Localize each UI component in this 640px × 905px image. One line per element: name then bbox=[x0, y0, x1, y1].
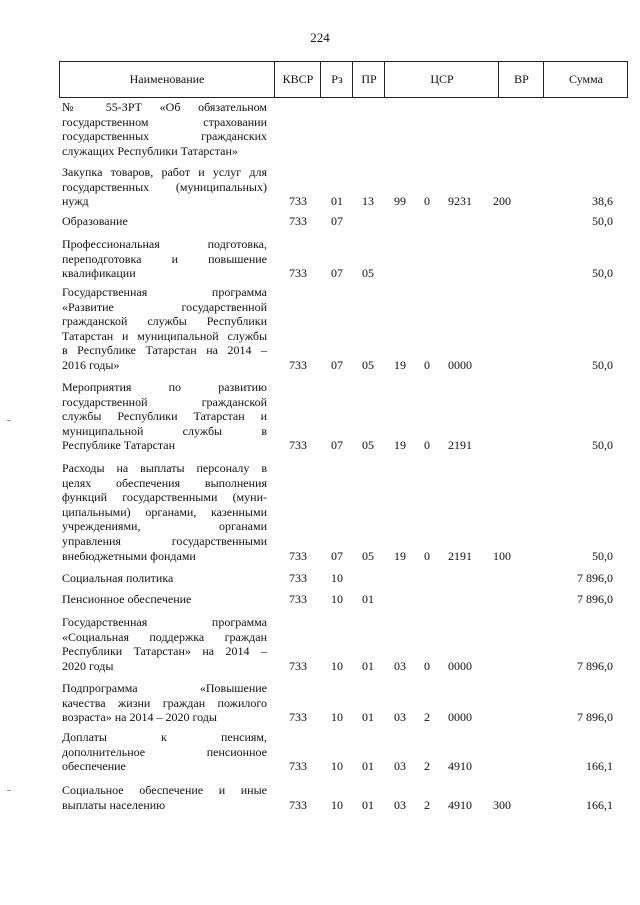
row-sum-cell: 166,1 bbox=[586, 759, 613, 774]
row-csr-p-cell: 03 bbox=[394, 658, 406, 673]
row-name-line: Государственная программа bbox=[62, 615, 267, 629]
row-sum-cell: 7 896,0 bbox=[577, 710, 613, 725]
row-name-line: Социальное обеспечение и иные bbox=[62, 783, 267, 797]
row-sum-cell: 50,0 bbox=[592, 358, 613, 372]
row-name-line: государственной гражданской bbox=[62, 394, 267, 409]
row-pr-cell: 01 bbox=[362, 797, 374, 812]
row-name-line: государственных гражданских bbox=[62, 129, 267, 144]
row-csr-s-cell: 0 bbox=[424, 438, 430, 453]
row-name bbox=[62, 214, 267, 229]
header-csr: ЦСР bbox=[384, 62, 499, 97]
row-csr-p-cell: 03 bbox=[394, 759, 406, 774]
row-pr-cell: 01 bbox=[362, 759, 374, 774]
row-kvsr-cell: 733 bbox=[289, 438, 307, 453]
row-csr-n-cell: 4910 bbox=[448, 797, 472, 812]
row-kvsr-cell: 733 bbox=[289, 214, 307, 228]
row-pr-cell: 05 bbox=[362, 266, 374, 281]
row-name-line: выплаты населению bbox=[62, 797, 166, 812]
row-csr-n-cell: 2191 bbox=[448, 548, 472, 563]
row-name-line: муниципальной службы в bbox=[62, 423, 267, 438]
row-name-line: переподготовка и повышение bbox=[62, 251, 267, 266]
row-csr-s-cell: 0 bbox=[424, 358, 430, 372]
row-name bbox=[62, 730, 267, 774]
row-name bbox=[62, 681, 267, 725]
row-rz-cell: 01 bbox=[331, 194, 343, 209]
row-name bbox=[62, 100, 267, 158]
row-pr-cell: 05 bbox=[362, 438, 374, 453]
row-name-line: Мероприятия по развитию bbox=[62, 380, 267, 394]
row-name-line: обеспечение bbox=[62, 759, 126, 774]
row-kvsr-cell: 733 bbox=[289, 194, 307, 209]
row-vr-cell: 200 bbox=[493, 194, 511, 209]
row-pr-cell: 05 bbox=[362, 548, 374, 563]
row-kvsr-cell: 733 bbox=[289, 266, 307, 281]
header-kvsr: КВСР bbox=[274, 62, 321, 97]
row-vr-cell: 300 bbox=[493, 797, 511, 812]
row-name bbox=[62, 165, 267, 209]
row-name-line: квалификации bbox=[62, 266, 136, 281]
row-name bbox=[62, 285, 267, 373]
row-rz-cell: 10 bbox=[331, 658, 343, 673]
row-name-line: возраста» на 2014 – 2020 годы bbox=[62, 710, 217, 725]
header-vr: ВР bbox=[498, 62, 544, 97]
row-name-line: служащих Республики Татарстан» bbox=[62, 143, 238, 158]
row-sum-cell: 38,6 bbox=[592, 194, 613, 209]
row-csr-p-cell: 19 bbox=[394, 548, 406, 563]
row-rz-cell: 07 bbox=[331, 214, 343, 228]
row-pr-cell: 05 bbox=[362, 358, 374, 372]
row-name-line: Закупка товаров, работ и услуг для bbox=[62, 165, 267, 179]
row-csr-p-cell: 03 bbox=[394, 710, 406, 725]
row-name-line: Расходы на выплаты персоналу в bbox=[62, 461, 267, 475]
row-name bbox=[62, 461, 267, 563]
row-name-line: Государственная программа bbox=[62, 285, 267, 299]
row-name-line: управления государственными bbox=[62, 533, 267, 548]
row-csr-s-cell: 2 bbox=[424, 797, 430, 812]
scan-margin-mark bbox=[7, 790, 11, 791]
row-rz-cell: 07 bbox=[331, 266, 343, 281]
scan-margin-mark bbox=[7, 420, 11, 421]
row-name-line: гражданской службы Республики bbox=[62, 314, 267, 329]
row-sum-cell: 50,0 bbox=[592, 548, 613, 563]
row-csr-s-cell: 0 bbox=[424, 658, 430, 673]
row-pr-cell: 01 bbox=[362, 710, 374, 725]
row-rz-cell: 10 bbox=[331, 571, 343, 585]
row-name bbox=[62, 380, 267, 453]
row-rz-cell: 10 bbox=[331, 592, 343, 606]
row-name-line: службы Республики Татарстан и bbox=[62, 409, 267, 424]
row-name bbox=[62, 592, 267, 607]
row-csr-n-cell: 0000 bbox=[448, 658, 472, 673]
row-name-line: Татарстан и муниципальной службы bbox=[62, 328, 267, 343]
row-csr-s-cell: 2 bbox=[424, 710, 430, 725]
row-kvsr-cell: 733 bbox=[289, 358, 307, 372]
row-name bbox=[62, 571, 267, 586]
row-pr-cell: 13 bbox=[362, 194, 374, 209]
row-pr-cell: 01 bbox=[362, 592, 374, 606]
row-sum-cell: 7 896,0 bbox=[577, 658, 613, 673]
row-name-line: Социальная политика bbox=[62, 571, 174, 585]
row-rz-cell: 10 bbox=[331, 710, 343, 725]
row-name-line: 2020 годы bbox=[62, 658, 114, 673]
row-kvsr-cell: 733 bbox=[289, 797, 307, 812]
row-csr-p-cell: 19 bbox=[394, 358, 406, 372]
row-name-line: № 55-ЗРТ «Об обязательном bbox=[62, 100, 267, 114]
row-name-line: Доплаты к пенсиям, bbox=[62, 730, 267, 744]
row-name-line: Подпрограмма «Повышение bbox=[62, 681, 267, 695]
row-name-line: государственном страховании bbox=[62, 114, 267, 129]
row-csr-s-cell: 0 bbox=[424, 548, 430, 563]
row-name-line: Республике Татарстан bbox=[62, 438, 176, 453]
row-name-line: Республики Татарстан» на 2014 – bbox=[62, 644, 267, 659]
row-name-line: «Развитие государственной bbox=[62, 299, 267, 314]
row-sum-cell: 7 896,0 bbox=[577, 592, 613, 606]
row-name-line: Образование bbox=[62, 214, 128, 228]
row-csr-n-cell: 0000 bbox=[448, 358, 472, 372]
row-csr-n-cell: 4910 bbox=[448, 759, 472, 774]
row-name bbox=[62, 615, 267, 673]
header-pr: ПР bbox=[352, 62, 385, 97]
table-header bbox=[59, 61, 628, 98]
row-name bbox=[62, 783, 267, 812]
row-rz-cell: 10 bbox=[331, 797, 343, 812]
row-csr-n-cell: 0000 bbox=[448, 710, 472, 725]
row-name-line: Пенсионное обеспечение bbox=[62, 592, 192, 606]
row-name bbox=[62, 237, 267, 281]
row-name-line: Профессиональная подготовка, bbox=[62, 237, 267, 251]
page-number: 224 bbox=[310, 30, 330, 45]
row-csr-p-cell: 99 bbox=[394, 194, 406, 209]
row-kvsr-cell: 733 bbox=[289, 759, 307, 774]
header-name: Наименование bbox=[129, 72, 205, 86]
row-name-line: качества жизни граждан пожилого bbox=[62, 695, 267, 710]
row-kvsr-cell: 733 bbox=[289, 548, 307, 563]
row-rz-cell: 10 bbox=[331, 759, 343, 774]
row-rz-cell: 07 bbox=[331, 438, 343, 453]
row-vr-cell: 100 bbox=[493, 548, 511, 563]
row-csr-n-cell: 2191 bbox=[448, 438, 472, 453]
row-name-line: в Республике Татарстан на 2014 – bbox=[62, 343, 267, 358]
row-sum-cell: 166,1 bbox=[586, 797, 613, 812]
row-name-line: ципальными) органами, казенными bbox=[62, 504, 267, 519]
row-rz-cell: 07 bbox=[331, 358, 343, 372]
row-name-line: 2016 годы» bbox=[62, 357, 120, 372]
header-rz: Рз bbox=[320, 62, 353, 97]
row-name-line: государственных (муниципальных) bbox=[62, 179, 267, 194]
row-csr-s-cell: 0 bbox=[424, 194, 430, 209]
row-csr-p-cell: 19 bbox=[394, 438, 406, 453]
row-name-line: функций государственными (муни- bbox=[62, 490, 267, 505]
row-name-line: дополнительное пенсионное bbox=[62, 744, 267, 759]
row-name-line: учреждениями, органами bbox=[62, 519, 267, 534]
row-name-line: целях обеспечения выполнения bbox=[62, 475, 267, 490]
row-csr-p-cell: 03 bbox=[394, 797, 406, 812]
row-name-line: «Социальная поддержка граждан bbox=[62, 629, 267, 644]
row-pr-cell: 01 bbox=[362, 658, 374, 673]
row-name-line: внебюджетными фондами bbox=[62, 548, 196, 563]
row-rz-cell: 07 bbox=[331, 548, 343, 563]
row-sum-cell: 50,0 bbox=[592, 214, 613, 228]
row-csr-n-cell: 9231 bbox=[448, 194, 472, 209]
row-sum-cell: 50,0 bbox=[592, 266, 613, 281]
row-name-line: нужд bbox=[62, 194, 89, 209]
header-sum: Сумма bbox=[543, 62, 628, 97]
row-kvsr-cell: 733 bbox=[289, 571, 307, 585]
row-kvsr-cell: 733 bbox=[289, 592, 307, 606]
row-kvsr-cell: 733 bbox=[289, 710, 307, 725]
row-sum-cell: 7 896,0 bbox=[577, 571, 613, 585]
row-kvsr-cell: 733 bbox=[289, 658, 307, 673]
row-sum-cell: 50,0 bbox=[592, 438, 613, 453]
row-csr-s-cell: 2 bbox=[424, 759, 430, 774]
